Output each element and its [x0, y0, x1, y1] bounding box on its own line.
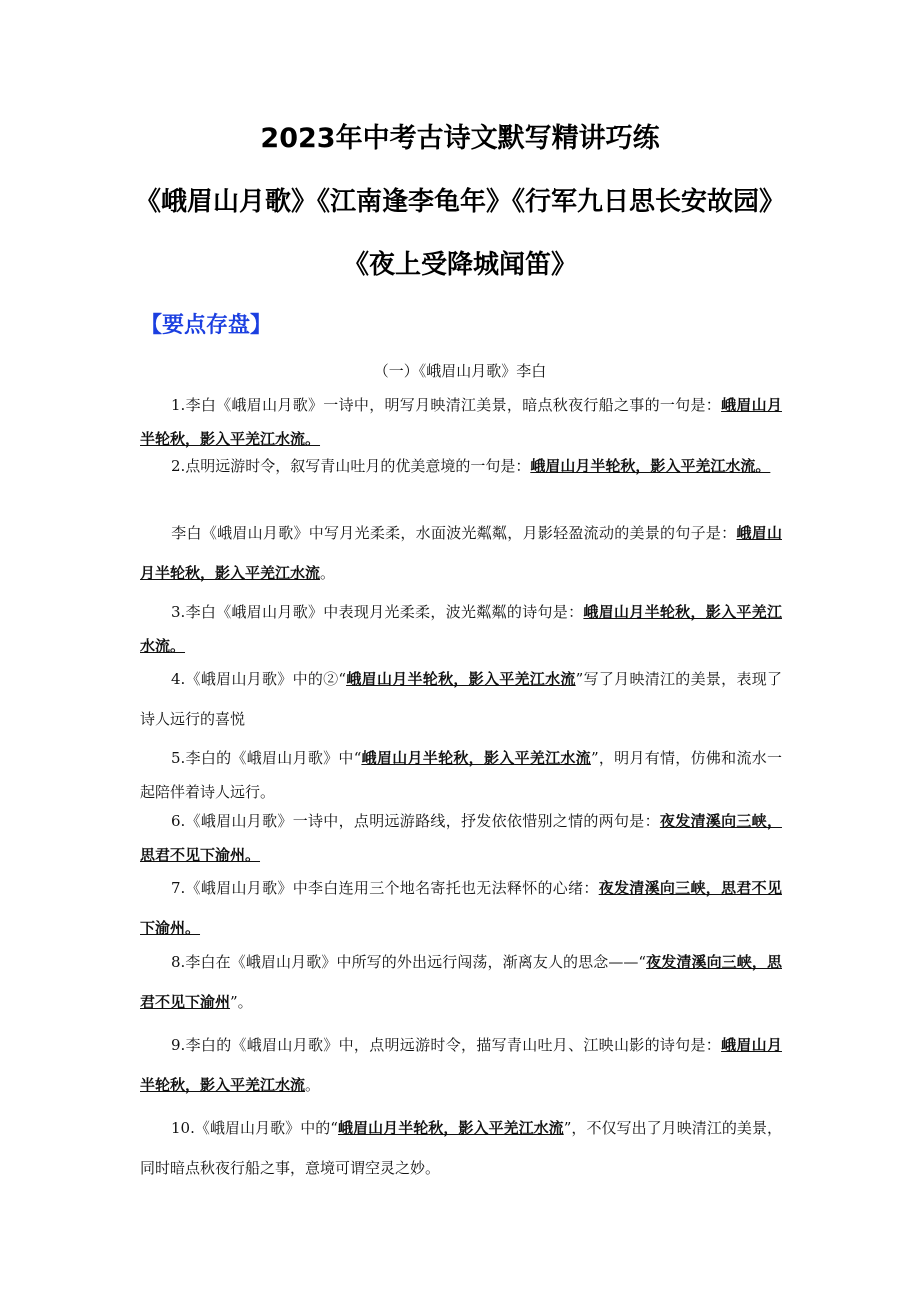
answer-text: 峨眉山月半轮秋，影入平羌江水流。: [140, 396, 782, 448]
question-item-2: [140, 449, 782, 483]
question-text: 2.点明远游时令，叙写青山吐月的优美意境的一句是：: [171, 457, 531, 475]
question-text: 1.李白《峨眉山月歌》一诗中，明写月映清江美景，暗点秋夜行船之事的一句是：: [171, 396, 722, 414]
document-subtitle-line-2: 《夜上受降城闻笛》: [342, 250, 577, 280]
question-text: 7.《峨眉山月歌》中李白连用三个地名寄托也无法释怀的心绪：: [171, 879, 599, 897]
question-text-tail: ”，不仅写出了月映清江的美景，同时暗点秋夜行船之事，意境可谓空灵之妙。: [140, 1119, 782, 1177]
answer-text: 峨眉山月半轮秋，影入平羌江水流。: [530, 457, 771, 475]
question-item-3: [140, 595, 782, 663]
answer-text: 夜发清溪向三峡，思君不见下渝州: [140, 953, 782, 1011]
answer-text: 峨眉山月半轮秋，影入平羌江水流: [346, 670, 576, 688]
question-item-8: [140, 942, 782, 1022]
question-item-2-alt: [140, 513, 782, 593]
question-text-tail: ”。: [230, 993, 253, 1011]
poem-subheading: （一）《峨眉山月歌》李白: [373, 362, 547, 380]
question-text: 10.《峨眉山月歌》中的“: [171, 1119, 338, 1137]
answer-text: 峨眉山月半轮秋，影入平羌江水流。: [140, 603, 782, 655]
question-text: 4.《峨眉山月歌》中的②“: [171, 670, 347, 688]
question-item-4: [140, 659, 782, 739]
question-item-1: [140, 388, 782, 456]
question-text: 5.李白的《峨眉山月歌》中“: [171, 749, 362, 767]
question-text: 8.李白在《峨眉山月歌》中所写的外出远行闯荡，渐离友人的思念——“: [171, 953, 647, 971]
document-title: 2023年中考古诗文默写精讲巧练: [260, 123, 660, 154]
question-text-tail: ”写了月映清江的美景，表现了诗人远行的喜悦: [140, 670, 783, 728]
question-text-tail: 。: [305, 1076, 321, 1094]
question-item-10: [140, 1108, 782, 1188]
question-text: 6.《峨眉山月歌》一诗中，点明远游路线，抒发依依惜别之情的两句是：: [171, 812, 660, 830]
question-text: 李白《峨眉山月歌》中写月光柔柔，水面波光粼粼，月影轻盈流动的美景的句子是：: [171, 524, 737, 542]
answer-text: 夜发清溪向三峡，思君不见下渝州。: [140, 812, 782, 864]
question-text-tail: 。: [320, 564, 336, 582]
question-item-5: [140, 741, 782, 809]
answer-text: 夜发清溪向三峡，思君不见下渝州。: [140, 879, 782, 937]
question-item-7: [140, 868, 782, 948]
answer-text: 峨眉山月半轮秋，影入平羌江水流: [337, 1119, 564, 1137]
question-text-tail: ”，明月有情，仿佛和流水一起陪伴着诗人远行。: [140, 749, 783, 801]
question-text: 9.李白的《峨眉山月歌》中，点明远游时令，描写青山吐月、江映山影的诗句是：: [171, 1036, 722, 1054]
question-item-6: [140, 804, 782, 872]
answer-text: 峨眉山月半轮秋，影入平羌江水流: [140, 1036, 782, 1094]
section-heading: 【要点存盘】: [140, 313, 273, 338]
document-subtitle-line-1: 《峨眉山月歌》《江南逢李龟年》《行军九日思长安故园》: [134, 187, 785, 217]
question-item-9: [140, 1025, 782, 1105]
answer-text: 峨眉山月半轮秋，影入平羌江水流: [140, 524, 782, 582]
answer-text: 峨眉山月半轮秋，影入平羌江水流: [361, 749, 591, 767]
question-text: 3.李白《峨眉山月歌》中表现月光柔柔，波光粼粼的诗句是：: [171, 603, 584, 621]
